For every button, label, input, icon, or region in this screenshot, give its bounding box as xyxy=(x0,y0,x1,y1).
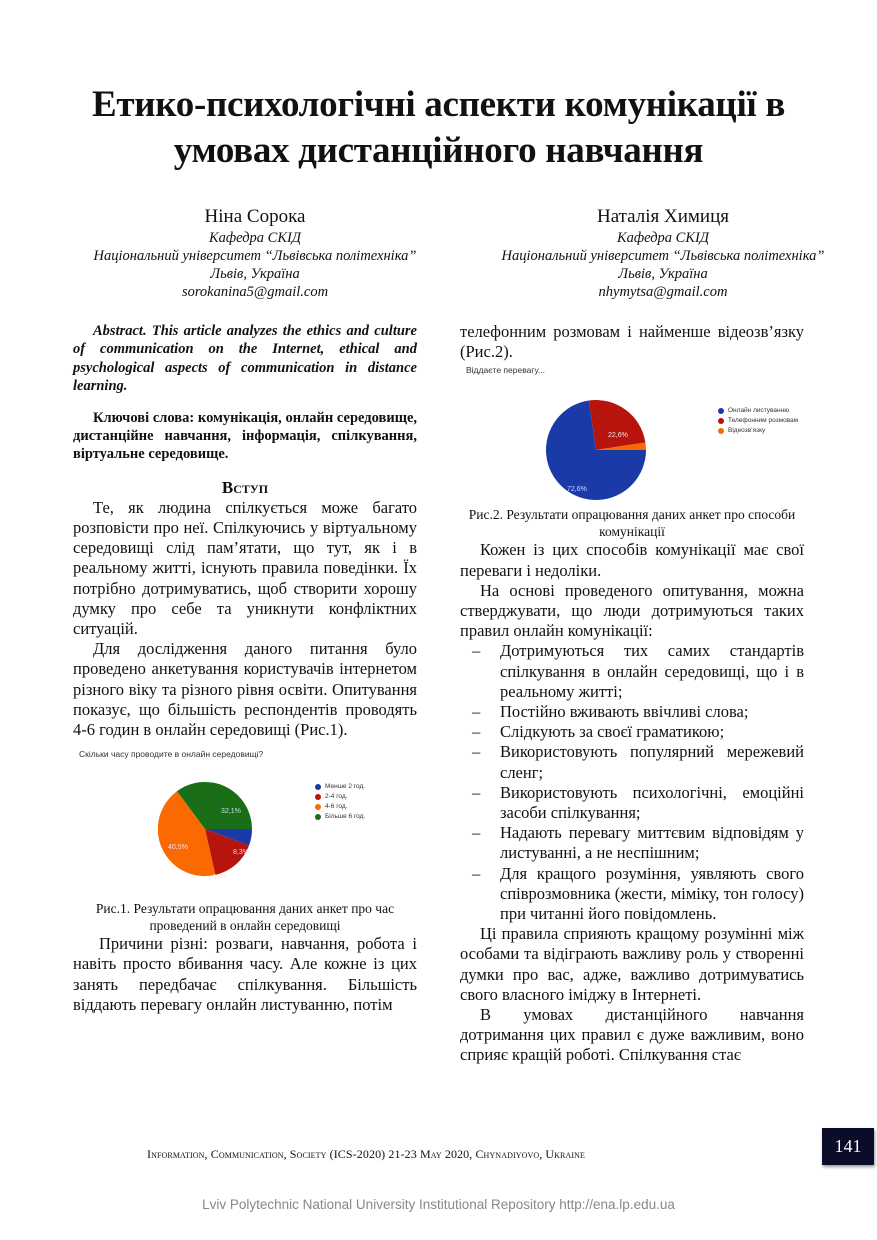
paragraph: Для дослідження даного питання було проведено анкетування користувачів інтернетом різного віку та різного рівня освіти. Опитування показує, що більшість респондентів проводять 4-6 годин в онлайн середовищі (Рис.1). xyxy=(73,639,417,740)
chart-title: Скільки часу проводите в онлайн середовищі? xyxy=(79,749,264,760)
legend-dot-icon xyxy=(315,804,321,810)
right-column xyxy=(460,322,804,1066)
legend-dot-icon xyxy=(315,814,321,820)
title-line-1: Етико-психологічні аспекти комунікації в xyxy=(91,84,786,125)
author-block-2 xyxy=(463,205,863,301)
legend-item: 2-4 год. xyxy=(315,792,365,802)
list-item: – Використовують популярний мережевий сленг; xyxy=(472,742,804,782)
author-name: Наталія Химиця xyxy=(596,206,730,227)
figure-1-chart xyxy=(73,740,417,900)
author-name: Ніна Сорока xyxy=(204,206,306,227)
chart-title: Віддаєте перевагу... xyxy=(466,365,545,376)
left-column xyxy=(73,322,417,1015)
paragraph: В умовах дистанційного навчання дотримання цих правил є дуже важливим, воно сприяє кращій роботі. Спілкування стає xyxy=(460,1005,804,1065)
legend-item: Відеозв’язку xyxy=(718,426,798,436)
legend-dot-icon xyxy=(718,418,724,424)
author-block-1 xyxy=(55,205,455,301)
conference-footer: Information, Communication, Society (ICS-2020) 21-23 May 2020, Chynadiyovo, Ukraine xyxy=(147,1147,586,1161)
slice-label: 19% xyxy=(213,874,228,882)
author-department: Кафедра СКІД xyxy=(616,230,710,246)
legend-dot-icon xyxy=(315,784,321,790)
list-item: – Використовують психологічні, емоційні засоби спілкування; xyxy=(472,782,804,823)
slice-label: 32,1% xyxy=(221,808,241,816)
slice-label: 40,5% xyxy=(168,844,188,852)
author-email[interactable]: sorokanina5@gmail.com xyxy=(181,284,329,300)
pie-chart-time-online xyxy=(158,774,252,884)
list-item: – Надають перевагу миттєвим відповідям у листуванні, а не неспішним; xyxy=(472,823,804,863)
repository-watermark: Lviv Polytechnic National University Institutional Repository http://ena.lp.edu.ua xyxy=(202,1197,675,1212)
pie-chart-communication-methods xyxy=(546,400,646,500)
author-email[interactable]: nhymytsa@gmail.com xyxy=(598,284,728,300)
paper-title xyxy=(40,82,837,174)
paragraph: телефонним розмовам і найменше відеозв’язку (Рис.2). xyxy=(460,322,804,362)
slice-label: 8,3% xyxy=(233,849,249,857)
author-university: Національний університет “Львівська політехніка” xyxy=(501,248,825,264)
author-university: Національний університет “Львівська політехніка” xyxy=(93,248,417,264)
paragraph: Ці правила сприяють кращому розумінні між особами та відіграють важливу роль у створенні думки про вас, адже, важливо дотримуватись свого власного іміджу в Інтернеті. xyxy=(460,924,804,1004)
keywords: Ключові слова: комунікація, онлайн середовище, дистанційне навчання, інформація, спілкування, віртуальне середовище. xyxy=(73,409,417,463)
title-line-2: умовах дистанційного навчання xyxy=(173,130,704,171)
rules-list xyxy=(460,641,804,924)
legend-dot-icon xyxy=(718,408,724,414)
list-item: – Постійно вживають ввічливі слова; xyxy=(472,702,749,722)
paragraph: На основі проведеного опитування, можна стверджувати, що люди дотримуються таких правил онлайн комунікації: xyxy=(460,580,804,641)
legend-item: Онлайн листуванню xyxy=(718,406,798,416)
legend-item: Менше 2 год. xyxy=(315,782,365,792)
author-department: Кафедра СКІД xyxy=(208,230,302,246)
author-location: Львів, Україна xyxy=(618,266,708,282)
figure-2-caption: Рис.2. Результати опрацювання даних анкет про способи комунікації xyxy=(468,507,796,540)
list-item: – Для кращого розуміння, уявляють свого співрозмовника (жести, міміку, тон голосу) при читанні його повідомлень. xyxy=(472,863,804,924)
figure-1-caption: Рис.1. Результати опрацювання даних анкет про час проведений в онлайн середовищі xyxy=(95,901,395,934)
abstract: Abstract. This article analyzes the ethics and culture of communication on the Internet, ethical and psychological aspects of communication in distance learning. xyxy=(73,323,417,395)
paragraph: Кожен із цих способів комунікації має свої переваги і недоліки. xyxy=(460,540,804,580)
legend-dot-icon xyxy=(718,428,724,434)
legend-item: Більше 6 год. xyxy=(315,812,365,822)
section-heading-intro: Вступ xyxy=(221,477,269,497)
figure-2-chart xyxy=(460,362,804,502)
slice-label: 72,6% xyxy=(567,486,587,494)
paragraph: Те, як людина спілкується може багато розповісти про неї. Спілкуючись у віртуальному середовищі слід пам’ятати, що тут, як і в реальному житті, існують правила поведінки. Їх потрібно дотримуватись, щоб створити хорошу думку про себе та уникнути конфліктних ситуацій. xyxy=(73,497,417,639)
chart-legend xyxy=(315,782,365,822)
slice-label: 22,6% xyxy=(608,432,628,440)
paragraph: Причини різні: розваги, навчання, робота і навіть просто вбивання часу. Але кожне із цих занять передбачає спілкування. Більшість віддають перевагу онлайн листуванню, потім xyxy=(73,934,417,1014)
list-item: – Дотримуються тих самих стандартів спілкування в онлайн середовищі, що і в реальному житті; xyxy=(472,641,804,701)
legend-item: Телефонним розмовам xyxy=(718,416,798,426)
author-location: Львів, Україна xyxy=(210,266,300,282)
list-item: – Слідкують за своєї граматикою; xyxy=(472,722,725,742)
legend-dot-icon xyxy=(315,794,321,800)
page-number: 141 xyxy=(822,1128,874,1165)
chart-legend xyxy=(718,406,798,436)
legend-item: 4-6 год. xyxy=(315,802,365,812)
